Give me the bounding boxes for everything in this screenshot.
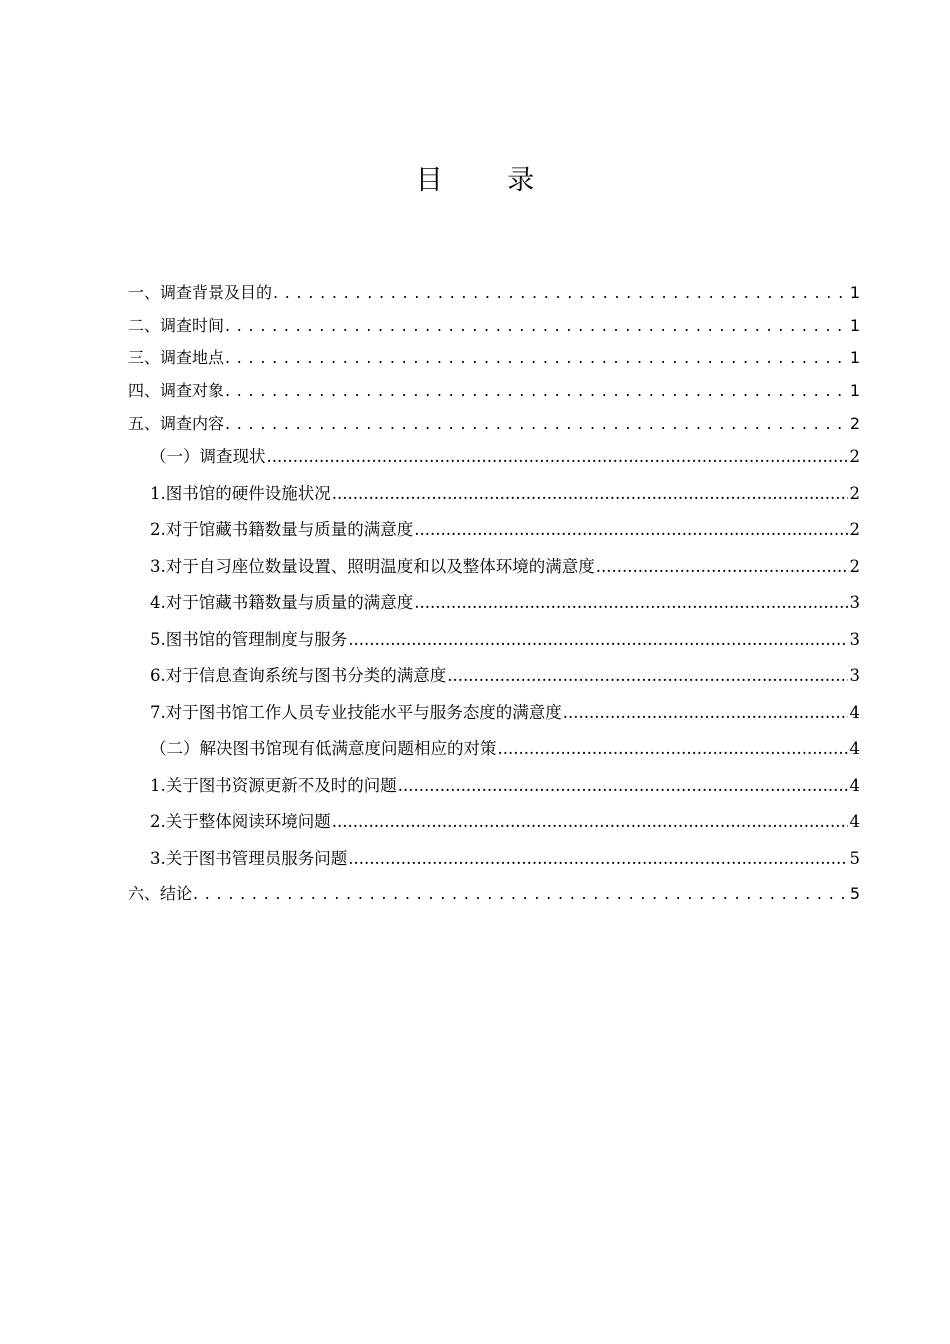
toc-subentry[interactable] <box>128 553 860 590</box>
toc-leader-dots <box>225 414 848 433</box>
toc-list <box>128 280 860 914</box>
toc-subentry[interactable] <box>128 626 860 663</box>
toc-leader-dots <box>193 884 848 903</box>
toc-subentry[interactable] <box>128 589 860 626</box>
toc-entry-text: 3.对于自习座位数量设置、照明温度和以及整体环境的满意度 <box>150 556 595 576</box>
toc-entry-page: 2 <box>849 413 860 433</box>
toc-entry-text: 7.对于图书馆工作人员专业技能水平与服务态度的满意度 <box>150 702 562 722</box>
toc-entry-page: 1 <box>849 348 860 368</box>
toc-entry-page: 3 <box>849 593 860 613</box>
toc-leader-dots <box>225 316 848 335</box>
toc-entry-page: 3 <box>849 629 860 649</box>
toc-entry[interactable] <box>128 313 860 346</box>
toc-entry-page: 2 <box>849 556 860 576</box>
toc-subentry[interactable] <box>128 443 860 480</box>
toc-entry-text: 4.对于馆藏书籍数量与质量的满意度 <box>150 593 414 613</box>
toc-entry-page: 2 <box>849 483 860 503</box>
toc-entry-text: 6.对于信息查询系统与图书分类的满意度 <box>150 666 447 686</box>
toc-entry[interactable] <box>128 881 860 914</box>
toc-entry-page: 1 <box>849 381 860 401</box>
toc-leader-dots <box>414 593 847 612</box>
toc-entry-page: 5 <box>849 884 860 904</box>
toc-leader-dots <box>498 739 848 758</box>
toc-leader-dots <box>563 703 848 722</box>
toc-entry[interactable] <box>128 345 860 378</box>
toc-entry-page: 4 <box>849 775 860 795</box>
toc-entry-text: 2.对于馆藏书籍数量与质量的满意度 <box>150 520 414 540</box>
toc-entry[interactable] <box>128 378 860 411</box>
toc-entry-text: 5.图书馆的管理制度与服务 <box>150 629 348 649</box>
toc-entry-text: 2.关于整体阅读环境问题 <box>150 812 331 832</box>
toc-entry-text: （一）调查现状 <box>150 447 266 467</box>
toc-leader-dots <box>447 666 847 685</box>
toc-subentry[interactable] <box>128 516 860 553</box>
toc-entry-text: 3.关于图书管理员服务问题 <box>150 848 348 868</box>
toc-leader-dots <box>225 348 848 367</box>
toc-entry-page: 2 <box>849 447 860 467</box>
toc-leader-dots <box>596 557 848 576</box>
toc-entry-page: 2 <box>849 520 860 540</box>
toc-entry-text: 1.关于图书资源更新不及时的问题 <box>150 775 397 795</box>
toc-leader-dots <box>348 849 847 868</box>
toc-leader-dots <box>332 812 848 831</box>
toc-entry-text: 三、调查地点 <box>128 348 225 368</box>
toc-leader-dots <box>398 776 848 795</box>
toc-entry-text: （二）解决图书馆现有低满意度问题相应的对策 <box>150 739 497 759</box>
toc-entry-page: 5 <box>849 848 860 868</box>
toc-subentry[interactable] <box>128 735 860 772</box>
toc-title: 目 录 <box>415 165 563 196</box>
toc-subentry[interactable] <box>128 699 860 736</box>
toc-subentry[interactable] <box>128 480 860 517</box>
toc-entry-page: 4 <box>849 812 860 832</box>
toc-leader-dots <box>225 381 848 400</box>
toc-entry-text: 六、结论 <box>128 884 193 904</box>
toc-leader-dots <box>332 484 848 503</box>
toc-leader-dots <box>273 283 848 302</box>
toc-entry-page: 1 <box>849 315 860 335</box>
toc-entry-text: 二、调查时间 <box>128 315 225 335</box>
toc-entry-text: 一、调查背景及目的 <box>128 283 273 302</box>
toc-entry-page: 1 <box>849 283 860 302</box>
toc-entry-page: 3 <box>849 666 860 686</box>
toc-entry-text: 1.图书馆的硬件设施状况 <box>150 483 331 503</box>
toc-leader-dots <box>414 520 847 539</box>
toc-entry-page: 4 <box>849 702 860 722</box>
toc-entry[interactable] <box>128 280 860 313</box>
toc-entry-page: 4 <box>849 739 860 759</box>
toc-entry[interactable] <box>128 411 860 444</box>
toc-subentry[interactable] <box>128 662 860 699</box>
toc-subentry[interactable] <box>128 845 860 882</box>
toc-subentry[interactable] <box>128 772 860 809</box>
toc-leader-dots <box>348 630 847 649</box>
toc-entry-text: 五、调查内容 <box>128 413 225 433</box>
toc-subentry[interactable] <box>128 808 860 845</box>
toc-entry-text: 四、调查对象 <box>128 381 225 401</box>
toc-leader-dots <box>267 447 848 466</box>
